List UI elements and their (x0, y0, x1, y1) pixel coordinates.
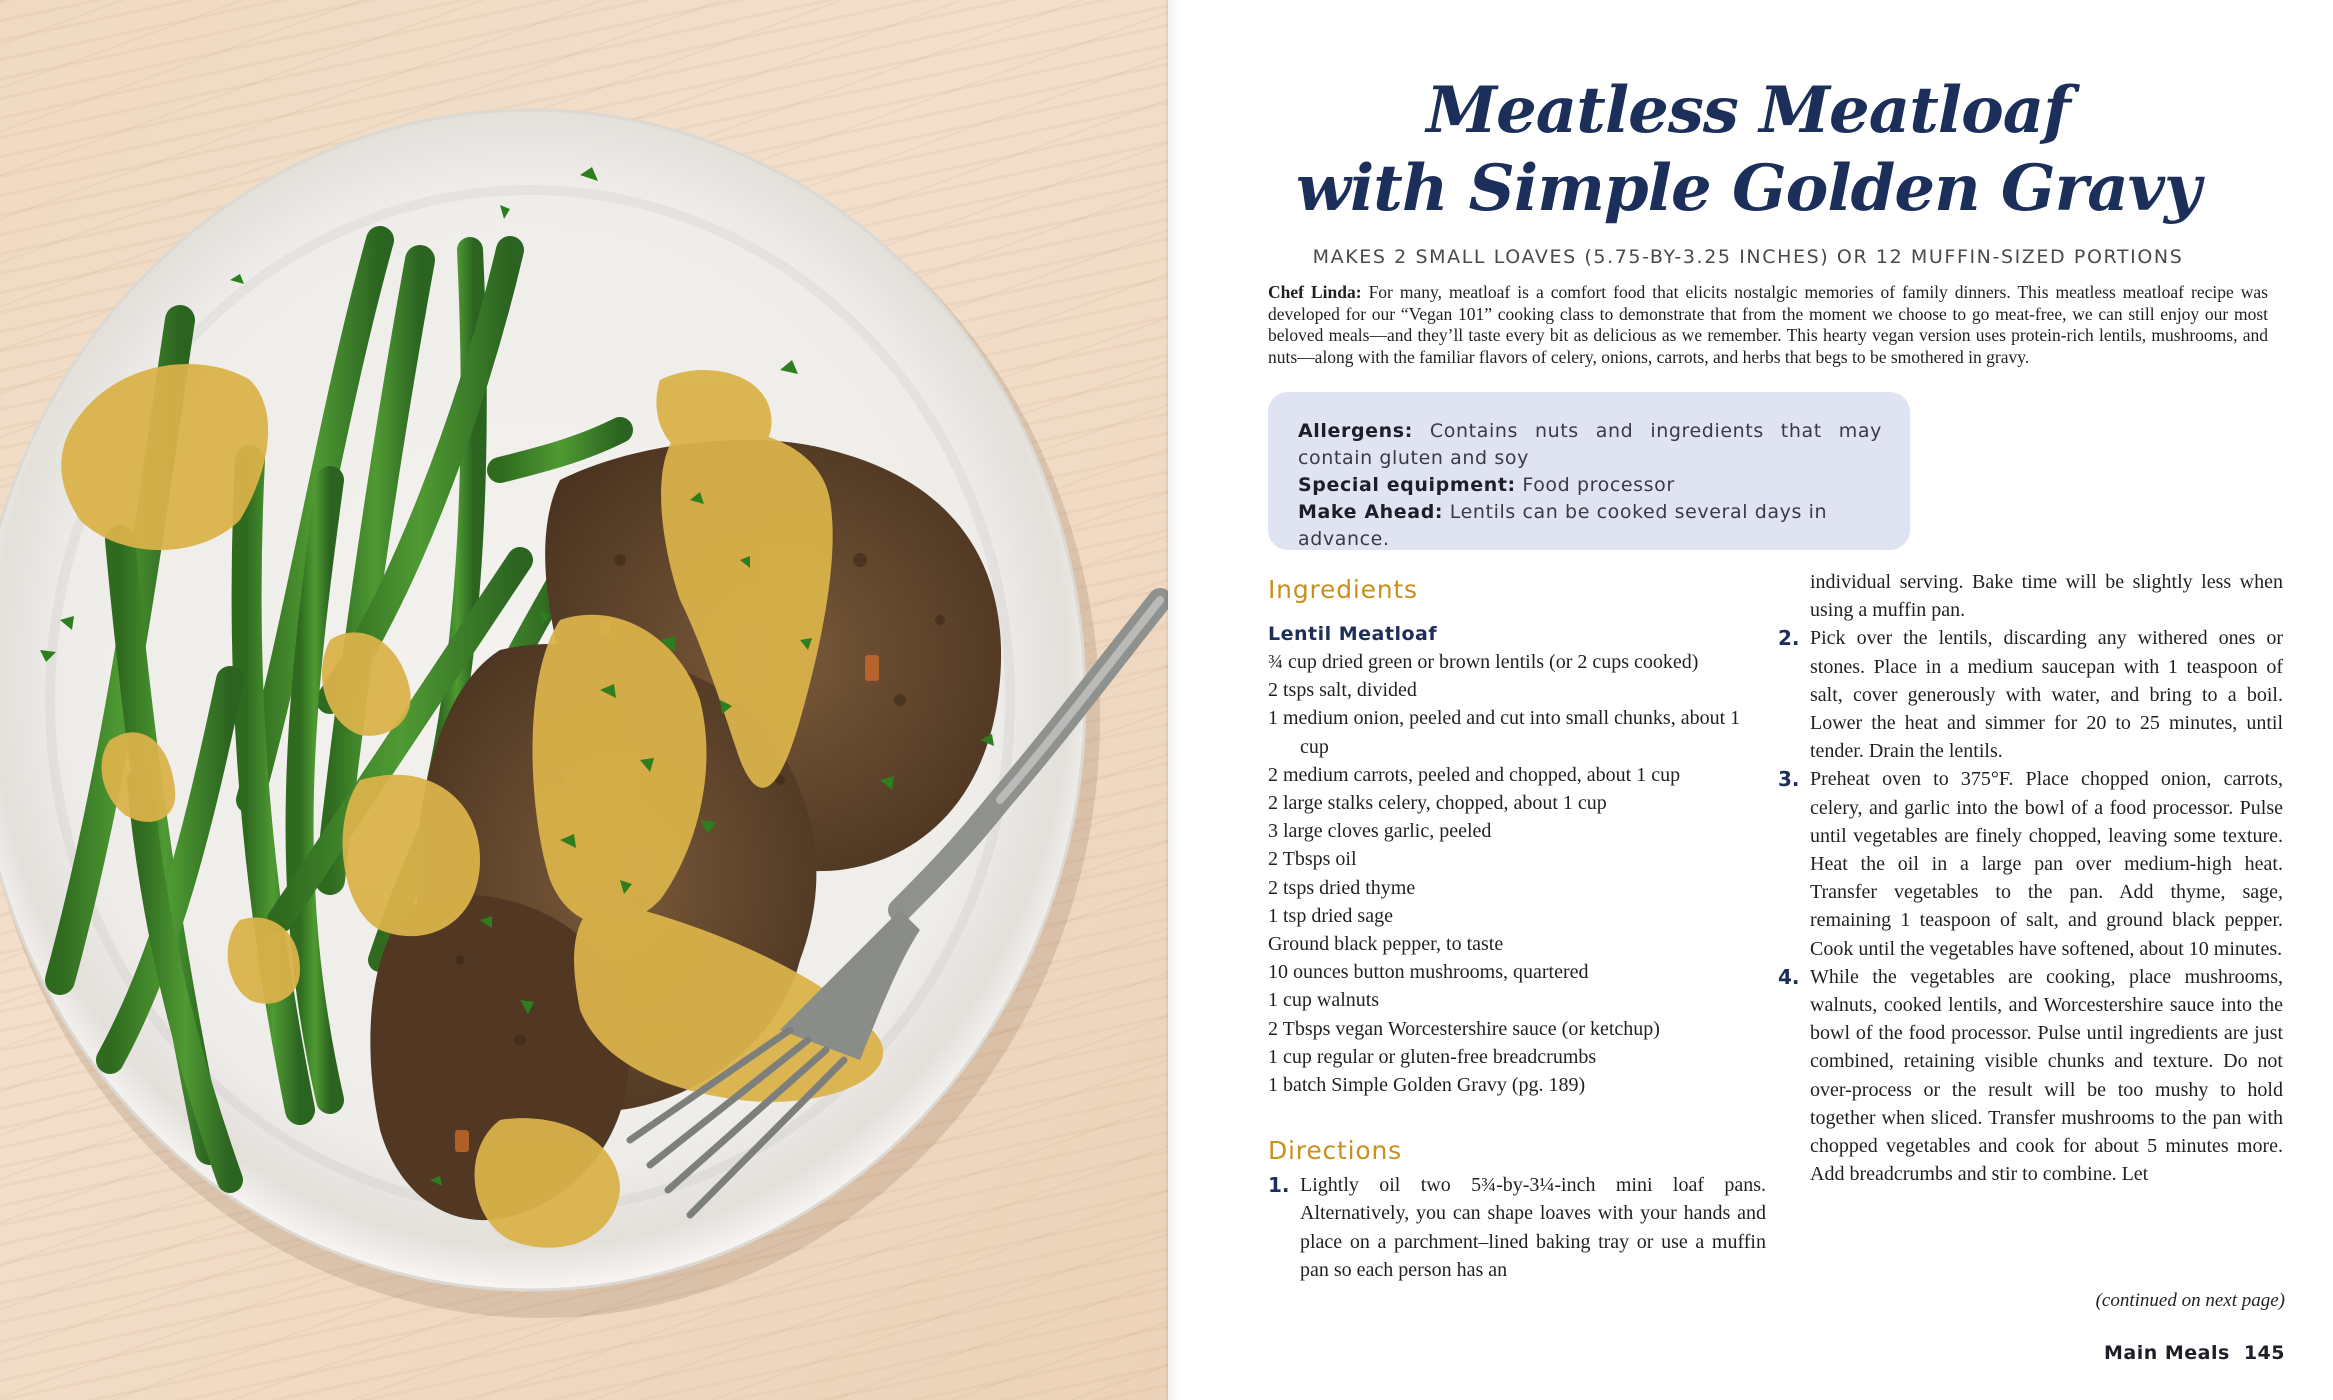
ingredient-item: 2 medium carrots, peeled and chopped, about 1 cup (1268, 763, 1681, 786)
ingredient-item: ¾ cup dried green or brown lentils (or 2 cups cooked) (1268, 651, 1699, 673)
direction-step-1 (1268, 1171, 1766, 1284)
step-text: Lightly oil two 5¾-by-3¼-inch mini loaf pans. Alternatively, you can shape loaves with your hands and place on a parchment–lined baking tray or use a muffin pan so each person has an (1300, 1174, 1766, 1281)
ingredient-item: 1 tsp dried sage (1268, 904, 1393, 927)
directions-heading: Directions (1268, 1136, 1402, 1166)
ingredient-item: 1 cup regular or gluten-free breadcrumbs (1268, 1045, 1597, 1068)
allergens-label: Allergens: (1298, 420, 1413, 442)
recipe-info-box (1268, 392, 1910, 550)
directions-list (1268, 1171, 1766, 1284)
make-ahead-label: Make Ahead: (1298, 501, 1444, 523)
chef-intro (1268, 282, 2268, 368)
page-footer (2104, 1342, 2285, 1364)
recipe-right-column (1778, 568, 2283, 1188)
ingredient-item: 1 batch Simple Golden Gravy (pg. 189) (1268, 1074, 1586, 1097)
step-number: 2. (1778, 626, 1800, 651)
ingredient-item: 1 medium onion, peeled and cut into small chunks, about 1 cup (1268, 707, 1741, 758)
recipe-page (1168, 0, 2333, 1400)
equipment-line (1298, 472, 1882, 499)
footer-section-name: Main Meals (2104, 1342, 2230, 1364)
direction-step-4 (1778, 963, 2283, 1189)
direction-step-2 (1778, 624, 2283, 765)
step-text: While the vegetables are cooking, place mushrooms, walnuts, cooked lentils, and Worcestershire sauce into the bowl of the food processor. Pulse until ingredients are just combined, retaining visible chunks and texture. Do not over-process or the result will be too mushy to hold together when sliced. Transfer mushrooms to the pan with chopped vegetables and cook for about 5 minutes more. Add breadcrumbs and stir to combine. Let (1810, 965, 2283, 1186)
ingredient-item: 10 ounces button mushrooms, quartered (1268, 961, 1589, 984)
recipe-left-column (1268, 574, 1766, 1284)
step-text: Pick over the lentils, discarding any withered ones or stones. Place in a medium saucepan with 1 teaspoon of salt, cover generously with water, and bring to a boil. Lower the heat and simmer for 20 to 25 minutes, until tender. Drain the lentils. (1810, 627, 2283, 763)
step-text: Preheat oven to 375°F. Place chopped onion, carrots, celery, and garlic into the bowl of a food processor. Pulse until vegetables are finely chopped, leaving some texture. Heat the oil in a large pan over medium-high heat. Transfer vegetables to the pan. Add thyme, sage, remaining 1 teaspoon of salt, and ground black pepper. Cook until the vegetables have softened, about 10 minutes. (1810, 768, 2283, 960)
step-1-continued: individual serving. Bake time will be slightly less when using a muffin pan. (1810, 571, 2283, 622)
make-ahead-line (1298, 499, 1882, 553)
step-number: 3. (1778, 767, 1800, 792)
allergens-text: Contains nuts and ingredients that may contain gluten and soy (1298, 420, 1882, 469)
recipe-title-line1: Meatless Meatloaf (1426, 73, 2070, 148)
ingredients-heading: Ingredients (1268, 575, 1418, 604)
ingredient-item: 2 Tbsps vegan Worcestershire sauce (or ketchup) (1268, 1017, 1660, 1040)
make-ahead-text: Lentils can be cooked several days in advance. (1298, 501, 1828, 550)
ingredient-item: Ground black pepper, to taste (1268, 933, 1504, 956)
ingredient-item: 2 Tbsps oil (1268, 848, 1357, 871)
page-number: 145 (2243, 1342, 2285, 1364)
chef-intro-label: Chef Linda: (1268, 282, 1362, 302)
allergens-line (1298, 418, 1882, 472)
step-number: 4. (1778, 964, 1800, 989)
chef-intro-text: For many, meatloaf is a comfort food that elicits nostalgic memories of family dinners. This meatless meatloaf recipe was developed for our “Vegan 101” cooking class to demonstrate that from the moment we choose to go meat-free, we can still enjoy our most beloved meals—and they’ll taste every bit as delicious as we remember. This hearty vegan version uses protein-rich lentils, mushrooms, and nuts—along with the familiar flavors of celery, onions, carrots, and herbs that begs to be smothered in gravy. (1268, 282, 2268, 367)
recipe-yield: MAKES 2 SMALL LOAVES (5.75-BY-3.25 INCHES) OR 12 MUFFIN-SIZED PORTIONS (1312, 246, 2184, 268)
ingredients-subheading: Lentil Meatloaf (1268, 623, 1438, 645)
ingredient-item: 1 cup walnuts (1268, 989, 1380, 1012)
step-number: 1. (1268, 1173, 1290, 1198)
ingredient-item: 3 large cloves garlic, peeled (1268, 820, 1492, 843)
direction-step-3 (1778, 765, 2283, 962)
equipment-text: Food processor (1515, 474, 1675, 496)
ingredient-item: 2 large stalks celery, chopped, about 1 cup (1268, 792, 1607, 815)
recipe-title-line2: with Simple Golden Gravy (1295, 151, 2201, 226)
ingredient-item: 2 tsps salt, divided (1268, 679, 1417, 702)
equipment-label: Special equipment: (1298, 474, 1516, 496)
recipe-title (1248, 72, 2248, 228)
ingredients-list (1268, 648, 1766, 1099)
continued-note: (continued on next page) (2095, 1290, 2285, 1311)
ingredient-item: 2 tsps dried thyme (1268, 876, 1416, 899)
